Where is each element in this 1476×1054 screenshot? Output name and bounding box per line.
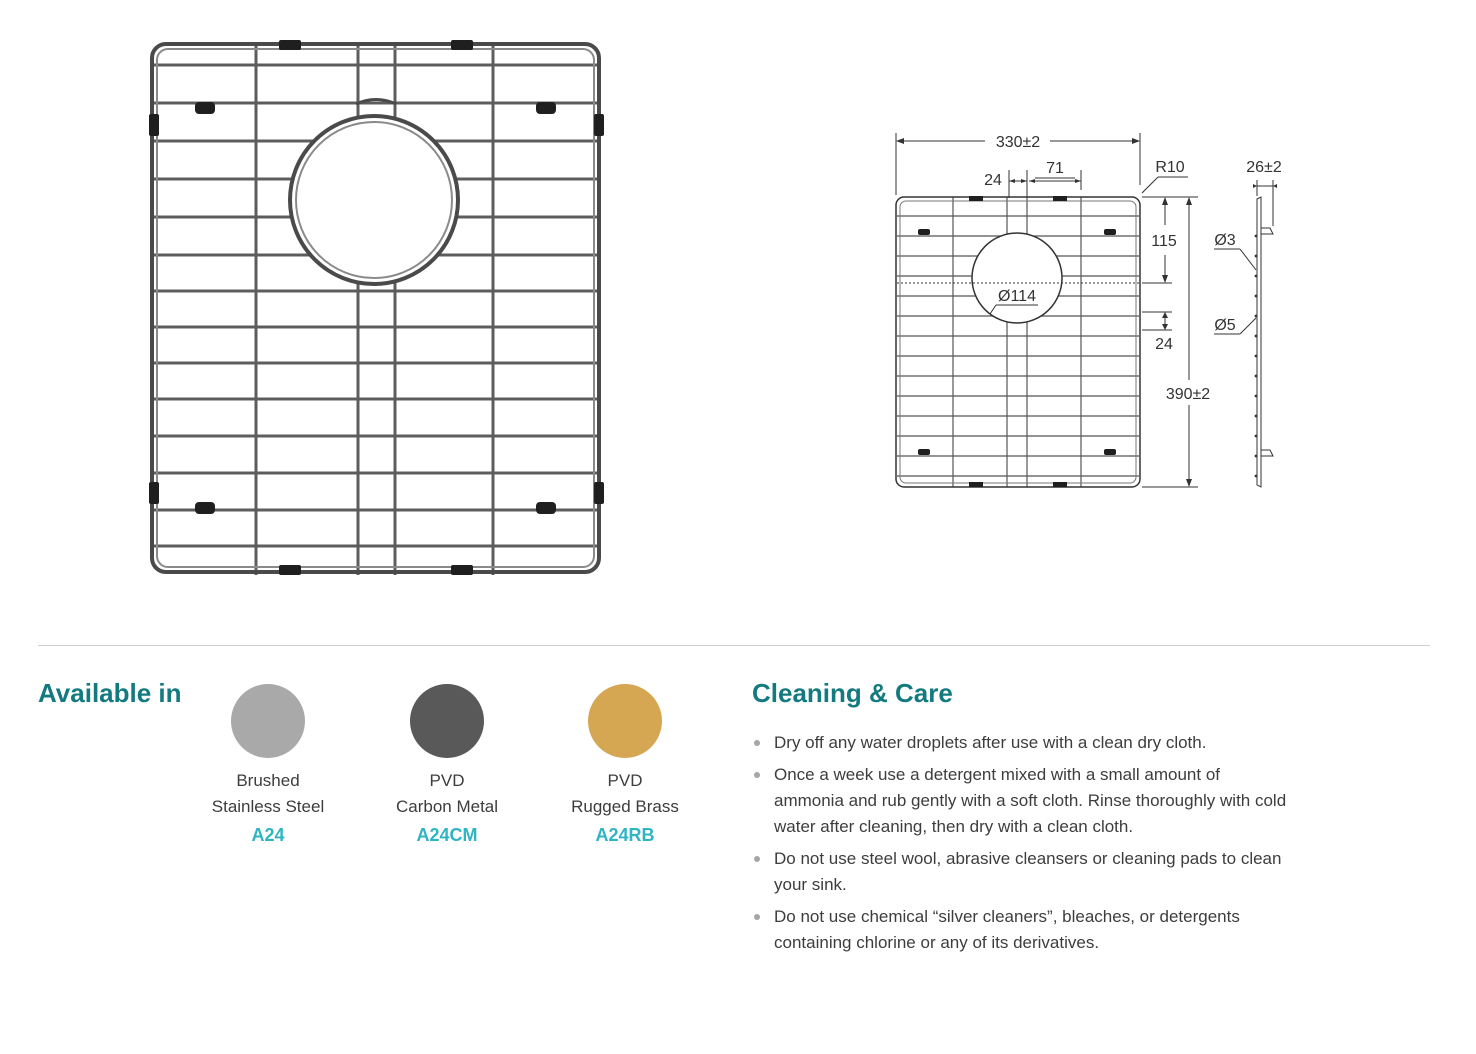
bullet-icon [754, 856, 760, 862]
available-in-heading: Available in [38, 678, 182, 708]
list-item [752, 846, 1292, 898]
finish-label-line1: Brushed [236, 771, 300, 790]
height-115-dimension: 115 [1151, 233, 1177, 250]
bullet-icon [754, 772, 760, 778]
finish-code: A24 [251, 825, 285, 845]
list-item [752, 730, 1292, 756]
cleaning-care-heading: Cleaning & Care [752, 678, 953, 708]
finish-option [178, 684, 358, 850]
wire-5-dimension: Ø5 [1214, 317, 1236, 334]
finish-option [535, 684, 715, 850]
finish-code: A24CM [416, 825, 478, 845]
finish-option [357, 684, 537, 850]
care-item-text: Dry off any water droplets after use with a clean dry cloth. [774, 733, 1207, 752]
finish-label-line2: Carbon Metal [395, 797, 499, 816]
care-item-text: Do not use chemical “silver cleaners”, bleaches, or detergents containing chlorine or any of its derivatives. [774, 907, 1240, 952]
sink-grid-product-image [140, 30, 620, 585]
offset-24-dimension: 24 [984, 172, 1002, 189]
height-dimension: 390±2 [1165, 386, 1211, 403]
radius-dimension: R10 [1155, 159, 1185, 176]
color-swatch [231, 684, 305, 758]
list-item [752, 904, 1292, 956]
finish-label-line1: PVD [429, 771, 465, 790]
list-item [752, 762, 1292, 840]
section-divider [38, 645, 1430, 646]
bullet-icon [754, 914, 760, 920]
width-dimension: 330±2 [995, 134, 1041, 151]
color-swatch [410, 684, 484, 758]
technical-drawing [880, 130, 1300, 500]
bullet-icon [754, 740, 760, 746]
finish-code: A24RB [595, 825, 655, 845]
care-item-text: Once a week use a detergent mixed with a small amount of ammonia and rub gently with a soft cloth. Rinse thoroughly with cold water after cleaning, then dry with a clean cloth. [774, 765, 1287, 836]
side-24-dimension: 24 [1155, 336, 1173, 353]
finish-label-line1: PVD [607, 771, 643, 790]
care-instructions-list [752, 730, 1292, 962]
depth-dimension: 26±2 [1246, 159, 1282, 176]
offset-71-dimension: 71 [1046, 160, 1064, 177]
care-item-text: Do not use steel wool, abrasive cleansers or cleaning pads to clean your sink. [774, 849, 1282, 894]
finish-label-line2: Stainless Steel [211, 797, 325, 816]
wire-3-dimension: Ø3 [1214, 232, 1236, 249]
finish-label-line2: Rugged Brass [571, 797, 679, 816]
color-swatch [588, 684, 662, 758]
hole-diameter-dimension: Ø114 [998, 288, 1036, 305]
